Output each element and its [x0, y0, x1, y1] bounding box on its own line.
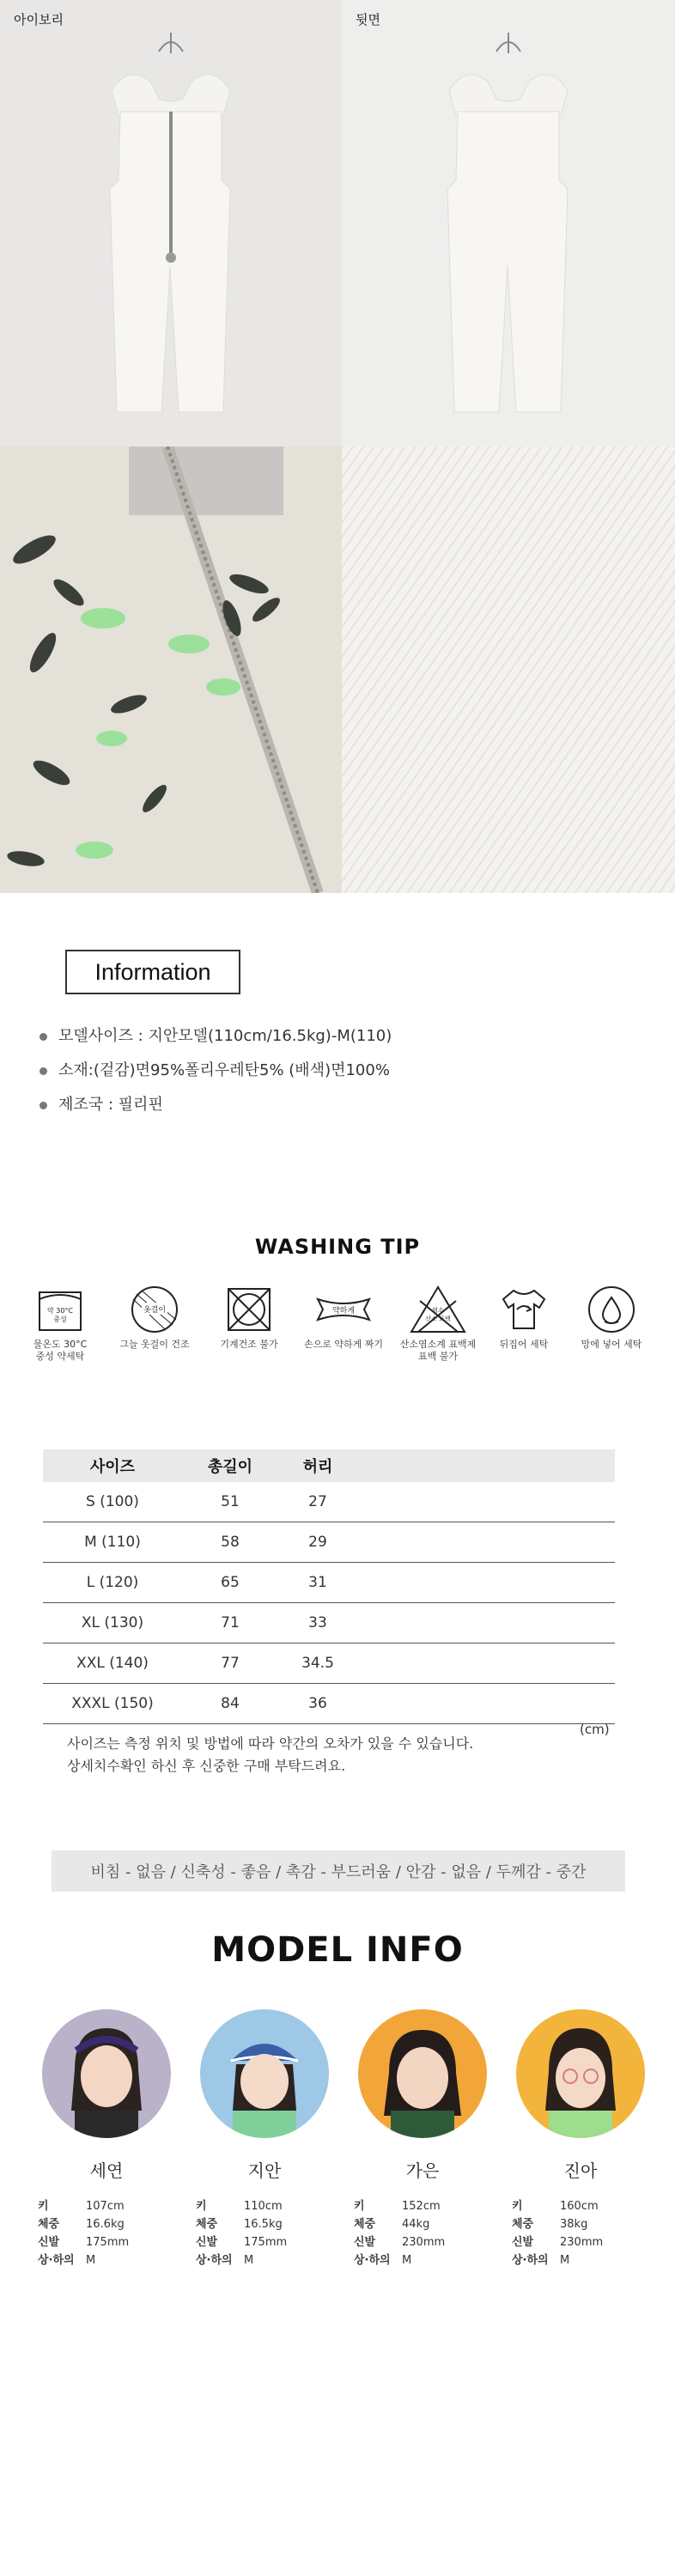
fabric-properties-text: 비침 - 없음 / 신축성 - 좋음 / 촉감 - 부드러움 / 안감 - 없음 / 두께감 - 중간	[90, 1863, 587, 1881]
cell-size: XXXL (150)	[43, 1684, 182, 1724]
front-view-photo	[0, 0, 342, 447]
wash-caption-no-machine-dry: 기계건조 불가	[220, 1339, 278, 1350]
wash-tub-icon	[34, 1284, 86, 1335]
wash-item-no-machine-dry	[206, 1284, 292, 1351]
cell-length: 58	[182, 1522, 278, 1563]
front-overall-illustration	[0, 0, 342, 447]
cell-waist: 27	[278, 1482, 357, 1522]
hand-squeeze-icon	[309, 1284, 378, 1335]
avatar	[42, 2009, 171, 2138]
information-heading	[65, 950, 240, 994]
size-table	[43, 1449, 615, 1724]
svg-text:약 30°C: 약 30°C	[46, 1307, 74, 1315]
wash-caption-inside-out: 뒤집어 세탁	[499, 1339, 549, 1350]
cell-size: XXL (140)	[43, 1643, 182, 1684]
model-card-jian	[196, 2009, 333, 2269]
svg-text:산소 표백: 산소 표백	[425, 1315, 451, 1322]
back-view-label: 뒷면	[356, 12, 380, 27]
cell-waist: 29	[278, 1522, 357, 1563]
svg-text:옷걸이: 옷걸이	[143, 1306, 167, 1315]
cell-waist: 31	[278, 1563, 357, 1603]
info-item-material: 소재:(겉감)면95%폴리우레탄5% (배색)면100%	[40, 1060, 392, 1095]
cell-length: 84	[182, 1684, 278, 1724]
table-row	[43, 1684, 615, 1724]
size-table-header	[43, 1449, 615, 1482]
svg-text:약하게: 약하게	[331, 1307, 356, 1315]
header-total-length: 총길이	[182, 1449, 278, 1482]
model-name: 진아	[563, 2160, 598, 2181]
cell-size: S (100)	[43, 1482, 182, 1522]
cell-waist: 34.5	[278, 1643, 357, 1684]
back-view-photo	[342, 0, 675, 447]
information-list	[40, 1026, 392, 1129]
model-specs: 키 160cm 체중 38kg 신발 230mm 상·하의 M	[512, 2200, 604, 2267]
no-bleach-icon	[408, 1284, 468, 1335]
table-row	[43, 1522, 615, 1563]
table-row	[43, 1603, 615, 1643]
avatar	[516, 2009, 645, 2138]
cell-length: 51	[182, 1482, 278, 1522]
model-specs: 키 152cm 체중 44kg 신발 230mm 상·하의 M	[354, 2200, 446, 2267]
fabric-twill-texture	[342, 447, 675, 893]
avatar	[358, 2009, 487, 2138]
shade-dry-icon	[126, 1284, 183, 1335]
header-size: 사이즈	[43, 1449, 182, 1482]
wash-caption-net-wash: 망에 넣어 세탁	[581, 1339, 642, 1350]
fabric-print-closeup	[0, 447, 342, 893]
size-note-line2: 상세치수확인 하신 후 신중한 구매 부탁드려요.	[67, 1758, 346, 1774]
avatar	[200, 2009, 329, 2138]
model-portrait-seyeon	[42, 2009, 171, 2138]
size-unit-label: (cm)	[580, 1722, 610, 1737]
cell-length: 71	[182, 1603, 278, 1643]
wash-caption-no-bleach: 산소염소계 표백제 표백 불가	[399, 1339, 477, 1362]
twill-texture-illustration	[342, 447, 675, 893]
cell-size: XL (130)	[43, 1603, 182, 1643]
svg-text:염소: 염소	[432, 1307, 444, 1314]
model-card-jina	[512, 2009, 649, 2269]
table-row	[43, 1643, 615, 1684]
information-title: Information	[94, 958, 211, 985]
cell-waist: 33	[278, 1603, 357, 1643]
no-machine-dry-icon	[223, 1284, 275, 1335]
cell-length: 65	[182, 1563, 278, 1603]
header-waist: 허리	[278, 1449, 357, 1482]
size-disclaimer	[67, 1733, 473, 1777]
info-item-origin: 제조국 : 필리핀	[40, 1095, 392, 1129]
wash-item-water-temp	[17, 1284, 103, 1363]
cell-waist: 36	[278, 1684, 357, 1724]
leaf-print-illustration	[0, 447, 342, 893]
size-note-line1: 사이즈는 측정 위치 및 방법에 따라 약간의 오차가 있을 수 있습니다.	[67, 1735, 474, 1752]
wash-caption-water-temp: 물온도 30°C 중성 약세탁	[33, 1339, 88, 1362]
model-portrait-gaeun	[358, 2009, 487, 2138]
model-info-title: MODEL INFO	[211, 1930, 464, 1970]
model-portrait-jina	[516, 2009, 645, 2138]
cell-size: M (110)	[43, 1522, 182, 1563]
wash-item-inside-out	[481, 1284, 567, 1351]
model-portrait-jian	[200, 2009, 329, 2138]
svg-text:중성: 중성	[53, 1315, 67, 1323]
model-specs: 키 107cm 체중 16.6kg 신발 175mm 상·하의 M	[38, 2200, 130, 2267]
wash-caption-shade-dry: 그늘 옷걸이 건조	[119, 1339, 190, 1350]
header-blank	[357, 1449, 615, 1482]
model-card-gaeun	[354, 2009, 491, 2269]
wash-item-no-bleach	[395, 1284, 481, 1363]
wash-caption-hand-squeeze: 손으로 약하게 짜기	[303, 1339, 383, 1350]
wash-item-net-wash	[569, 1284, 654, 1351]
model-name: 세연	[89, 2160, 124, 2181]
table-row	[43, 1563, 615, 1603]
washing-tip-title: WASHING TIP	[254, 1235, 421, 1259]
wash-item-shade-dry	[112, 1284, 198, 1351]
model-name: 가은	[405, 2160, 440, 2181]
model-name: 지안	[247, 2160, 282, 2181]
info-item-model-size: 모델사이즈 : 지안모델(110cm/16.5kg)-M(110)	[40, 1026, 392, 1060]
back-overall-illustration	[342, 0, 675, 447]
inside-out-icon	[498, 1284, 550, 1335]
table-row	[43, 1482, 615, 1522]
product-photo-grid	[0, 0, 675, 893]
front-view-label: 아이보리	[14, 12, 64, 27]
wash-item-hand-squeeze	[301, 1284, 386, 1351]
cell-length: 77	[182, 1643, 278, 1684]
model-specs: 키 110cm 체중 16.5kg 신발 175mm 상·하의 M	[196, 2200, 288, 2267]
net-wash-icon	[586, 1284, 637, 1335]
fabric-properties-bar	[52, 1850, 625, 1892]
cell-size: L (120)	[43, 1563, 182, 1603]
model-card-seyeon	[38, 2009, 175, 2269]
